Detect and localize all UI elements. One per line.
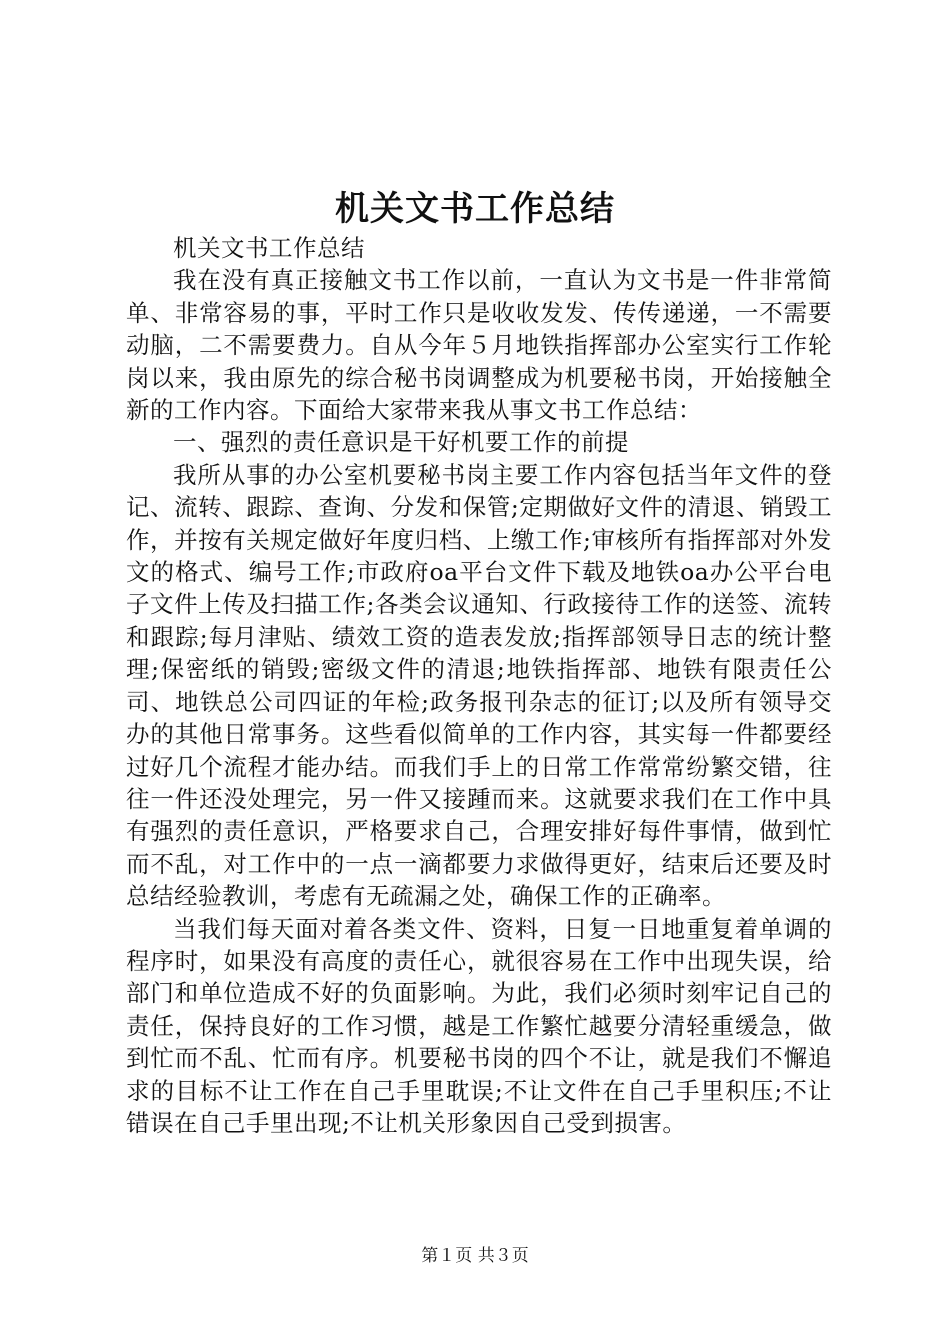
paragraph-subtitle: 机关文书工作总结 (173, 234, 365, 262)
paragraph-responsibility: 当我们每天面对着各类文件、资料，日复一日地重复着单调的程序时，如果没有高度的责任心，就很容易在工作中出现失误，给部门和单位造成不好的负面影响。为此，我们必须时刻牢记自己的责任，保持良好的工作习惯，越是工作繁忙越要分清轻重缓急，做到忙而不乱、忙而有序。机要秘书岗的四个不让，就是我们不懈追求的目标不让工作在自己手里耽误;不让文件在自己手里积压;不让错误在自己手里出现;不让机关形象因自己受到损害。 (126, 914, 832, 1137)
document-title: 机关文书工作总结 (335, 189, 615, 229)
paragraph-duties: 我所从事的办公室机要秘书岗主要工作内容包括当年文件的登记、流转、跟踪、查询、分发和保管;定期做好文件的清退、销毁工作，并按有关规定做好年度归档、上缴工作;审核所有指挥部对外发文的格式、编号工作;市政府oa平台文件下载及地铁oa办公平台电子文件上传及扫描工作;各类会议通知、行政接待工作的送签、流转和跟踪;每月津贴、绩效工资的造表发放;指挥部领导日志的统计整理;保密纸的销毁;密级文件的清退;地铁指挥部、地铁有限责任公司、地铁总公司四证的年检;政务报刊杂志的征订;以及所有领导交办的其他日常事务。这些看似简单的工作内容，其实每一件都要经过好几个流程才能办结。而我们手上的日常工作常常纷繁交错，往往一件还没处理完，另一件又接踵而来。这就要求我们在工作中具有强烈的责任意识，严格要求自己，合理安排好每件事情，做到忙而不乱，对工作中的一点一滴都要力求做得更好，结束后还要及时总结经验教训，考虑有无疏漏之处，确保工作的正确率。 (126, 460, 832, 911)
paragraph-intro: 我在没有真正接触文书工作以前，一直认为文书是一件非常简单、非常容易的事，平时工作只是收收发发、传传递递，一不需要动脑，二不需要费力。自从今年５月地铁指挥部办公室实行工作轮岗以来，我由原先的综合秘书岗调整成为机要秘书岗，开始接触全新的工作内容。下面给大家带来我从事文书工作总结： (126, 266, 832, 425)
page-footer: 第１页 共３页 (421, 1246, 529, 1266)
document-body (126, 232, 832, 1139)
section-heading: 一、强烈的责任意识是干好机要工作的前提 (173, 428, 629, 457)
